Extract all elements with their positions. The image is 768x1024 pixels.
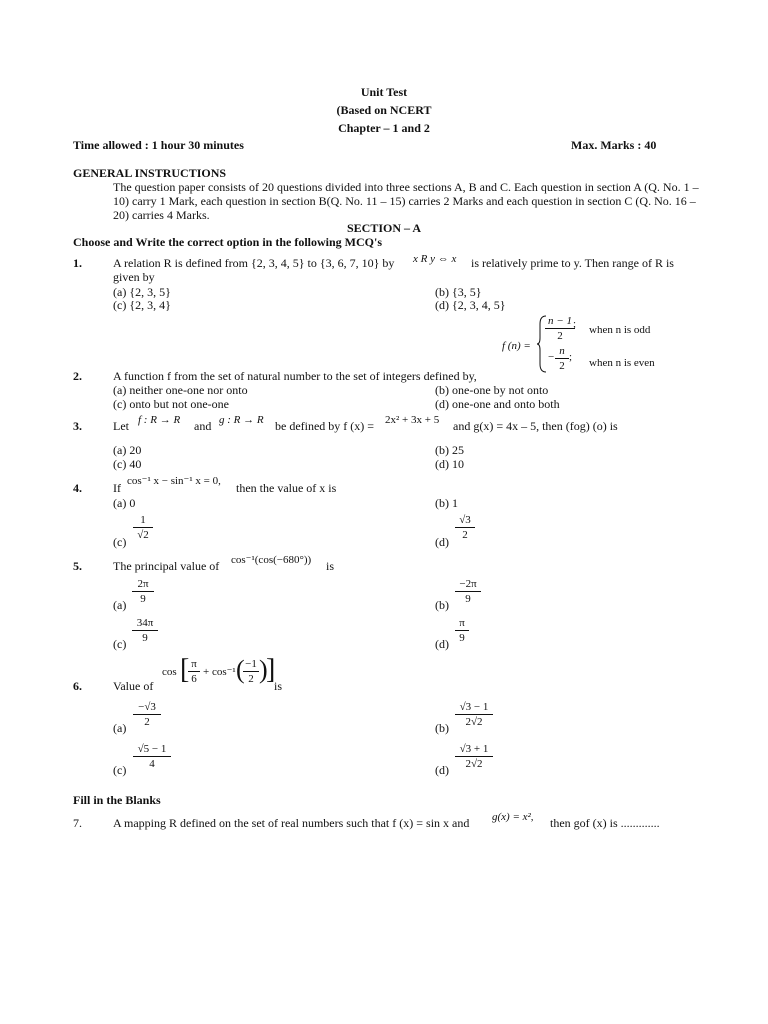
q3-option-b: (b) 25 bbox=[435, 443, 464, 457]
q3-option-d: (d) 10 bbox=[435, 457, 464, 471]
q3-defined: be defined by f (x) = bbox=[275, 419, 375, 433]
q7-math: g(x) = x², bbox=[492, 811, 534, 823]
q4-rest: then the value of x is bbox=[236, 481, 337, 495]
q2-text: A function f from the set of natural number to the set of integers defined by, bbox=[113, 369, 477, 383]
q5-option-b-fraction bbox=[455, 578, 481, 605]
q5-option-a-numerator: 2π bbox=[137, 578, 149, 590]
q2-case1-condition: when n is odd bbox=[589, 324, 651, 336]
q6-option-d-numerator: √3 + 1 bbox=[459, 743, 489, 755]
q4-option-d-fraction bbox=[455, 514, 475, 541]
q6-pi-numerator: π bbox=[191, 658, 197, 670]
q2-case1-denominator: 2 bbox=[557, 330, 563, 342]
q5-option-c-numerator: 34π bbox=[136, 617, 154, 629]
q5-option-d-label: (d) bbox=[435, 637, 449, 651]
q3-g-map: g : R → R bbox=[219, 414, 264, 426]
section-a-subtitle: Choose and Write the correct option in the following MCQ's bbox=[73, 235, 382, 249]
q6-option-d-label: (d) bbox=[435, 763, 449, 777]
q6-number: 6. bbox=[73, 679, 82, 693]
q3-option-c: (c) 40 bbox=[113, 457, 142, 471]
q7-text-b: then gof (x) is ............. bbox=[550, 816, 660, 830]
q4-if: If bbox=[113, 481, 121, 495]
q6-option-b-denominator: 2√2 bbox=[465, 716, 483, 728]
title-line-2: (Based on NCERT bbox=[336, 103, 432, 117]
q2-number: 2. bbox=[73, 369, 82, 383]
q3-option-a: (a) 20 bbox=[113, 443, 142, 457]
q4-option-c-label: (c) bbox=[113, 535, 127, 549]
q5-number: 5. bbox=[73, 559, 82, 573]
q3-let: Let bbox=[113, 419, 129, 433]
q7-text-a: A mapping R defined on the set of real numbers such that f (x) = sin x and bbox=[113, 816, 470, 830]
q6-option-b-label: (b) bbox=[435, 721, 449, 735]
q6-pi-denominator: 6 bbox=[191, 673, 197, 685]
q5-option-b-denominator: 9 bbox=[465, 593, 471, 605]
q1-option-d: (d) {2, 3, 4, 5} bbox=[435, 298, 506, 312]
q5-option-d-denominator: 9 bbox=[459, 632, 465, 644]
q4-option-d-label: (d) bbox=[435, 535, 449, 549]
q1-text-a: A relation R is defined from {2, 3, 4, 5} to {3, 6, 7, 10} by bbox=[113, 256, 395, 270]
q6-pi-fraction bbox=[188, 658, 200, 685]
q2-option-d: (d) one-one and onto both bbox=[435, 397, 560, 411]
time-allowed: Time allowed : 1 hour 30 minutes bbox=[73, 138, 244, 152]
q1-number: 1. bbox=[73, 256, 82, 270]
q5-math: cos⁻¹(cos(−680°)) bbox=[231, 554, 312, 566]
q1-math: x R y ⇔ x bbox=[413, 253, 457, 265]
q6-plus-arccos: + cos⁻¹ bbox=[203, 666, 236, 678]
q4-option-d-denominator: 2 bbox=[462, 529, 468, 541]
q2-option-c: (c) onto but not one-one bbox=[113, 397, 229, 411]
q5-option-d-numerator: π bbox=[459, 617, 465, 629]
q5-option-b-numerator: −2π bbox=[459, 578, 477, 590]
q2-case2-numerator: n bbox=[559, 345, 565, 357]
q3-number: 3. bbox=[73, 419, 82, 433]
q6-cos: cos bbox=[162, 666, 177, 678]
q2-option-a: (a) neither one-one nor onto bbox=[113, 383, 248, 397]
fill-blanks-heading: Fill in the Blanks bbox=[73, 793, 161, 807]
q2-case1-fraction bbox=[545, 315, 575, 342]
q5-option-a-fraction bbox=[132, 578, 154, 605]
q6-option-d-denominator: 2√2 bbox=[465, 758, 483, 770]
q6-text: Value of bbox=[113, 679, 154, 693]
q4-option-b: (b) 1 bbox=[435, 496, 458, 510]
q5-option-b-label: (b) bbox=[435, 598, 449, 612]
q4-number: 4. bbox=[73, 481, 82, 495]
q5-text: The principal value of bbox=[113, 559, 220, 573]
q1-option-a: (a) {2, 3, 5} bbox=[113, 285, 171, 299]
section-a-title: SECTION – A bbox=[346, 221, 422, 235]
q5-is: is bbox=[326, 559, 335, 573]
q2-function-name: f (n) = bbox=[502, 340, 531, 352]
q7-number: 7. bbox=[73, 816, 82, 830]
q6-option-a-numerator: −√3 bbox=[138, 701, 156, 713]
q3-f-map: f : R → R bbox=[138, 414, 181, 426]
q1-text-c: given by bbox=[113, 270, 155, 284]
q6-is: is bbox=[274, 679, 283, 693]
q6-option-c-label: (c) bbox=[113, 763, 127, 777]
q1-text-b: is relatively prime to y. Then range of R is bbox=[471, 256, 674, 270]
q6-option-a-label: (a) bbox=[113, 721, 127, 735]
q6-neg-numerator: −1 bbox=[245, 658, 257, 670]
q5-option-c-fraction bbox=[132, 617, 158, 644]
q1-option-c: (c) {2, 3, 4} bbox=[113, 298, 171, 312]
q5-option-c-denominator: 9 bbox=[142, 632, 148, 644]
q5-option-a-denominator: 9 bbox=[140, 593, 146, 605]
q3-and: and bbox=[194, 419, 212, 433]
q6-option-b-fraction bbox=[455, 701, 493, 728]
q1-option-b: (b) {3, 5} bbox=[435, 285, 482, 299]
q6-neg-fraction bbox=[243, 658, 259, 685]
q6-option-b-numerator: √3 − 1 bbox=[459, 701, 489, 713]
q5-option-d-fraction bbox=[455, 617, 469, 644]
instructions-text: The question paper consists of 20 questions divided into three sections A, B and C. Each question in section A (Q. No. 1 – 10) carry 1 Mark, each question in section B(Q. No. 11 – 15) carries 2 Marks and each question in section C (Q. No. 16 – 20) carries 4 Marks. bbox=[113, 180, 699, 222]
q2-case2-fraction bbox=[555, 345, 569, 372]
q6-option-c-fraction bbox=[133, 743, 171, 770]
title-line-3: Chapter – 1 and 2 bbox=[338, 121, 430, 135]
q6-option-c-numerator: √5 − 1 bbox=[137, 743, 167, 755]
q6-option-d-fraction bbox=[455, 743, 493, 770]
q4-option-a: (a) 0 bbox=[113, 496, 136, 510]
q4-math: cos⁻¹ x − sin⁻¹ x = 0, bbox=[127, 475, 221, 487]
title-line-1: Unit Test bbox=[360, 85, 408, 99]
q6-neg-denominator: 2 bbox=[248, 673, 254, 685]
q3-fx: 2x² + 3x + 5 bbox=[385, 414, 440, 426]
instructions-heading: GENERAL INSTRUCTIONS bbox=[73, 166, 227, 180]
q4-option-d-numerator: √3 bbox=[459, 514, 471, 526]
q4-option-c-fraction bbox=[133, 514, 153, 541]
q6-option-a-denominator: 2 bbox=[144, 716, 150, 728]
q3-rest: and g(x) = 4x – 5, then (fog) (o) is bbox=[453, 419, 618, 433]
q4-option-c-denominator: √2 bbox=[137, 529, 149, 541]
q4-option-c-numerator: 1 bbox=[140, 514, 146, 526]
q5-option-c-label: (c) bbox=[113, 637, 127, 651]
q2-case1-numerator: n − 1 bbox=[548, 315, 572, 327]
q6-option-c-denominator: 4 bbox=[149, 758, 155, 770]
q5-option-a-label: (a) bbox=[113, 598, 127, 612]
q2-case2-denominator: 2 bbox=[559, 360, 565, 372]
q2-case2-condition: when n is even bbox=[589, 357, 655, 369]
q6-option-a-fraction bbox=[133, 701, 161, 728]
max-marks: Max. Marks : 40 bbox=[571, 138, 657, 152]
q2-option-b: (b) one-one by not onto bbox=[435, 383, 549, 397]
